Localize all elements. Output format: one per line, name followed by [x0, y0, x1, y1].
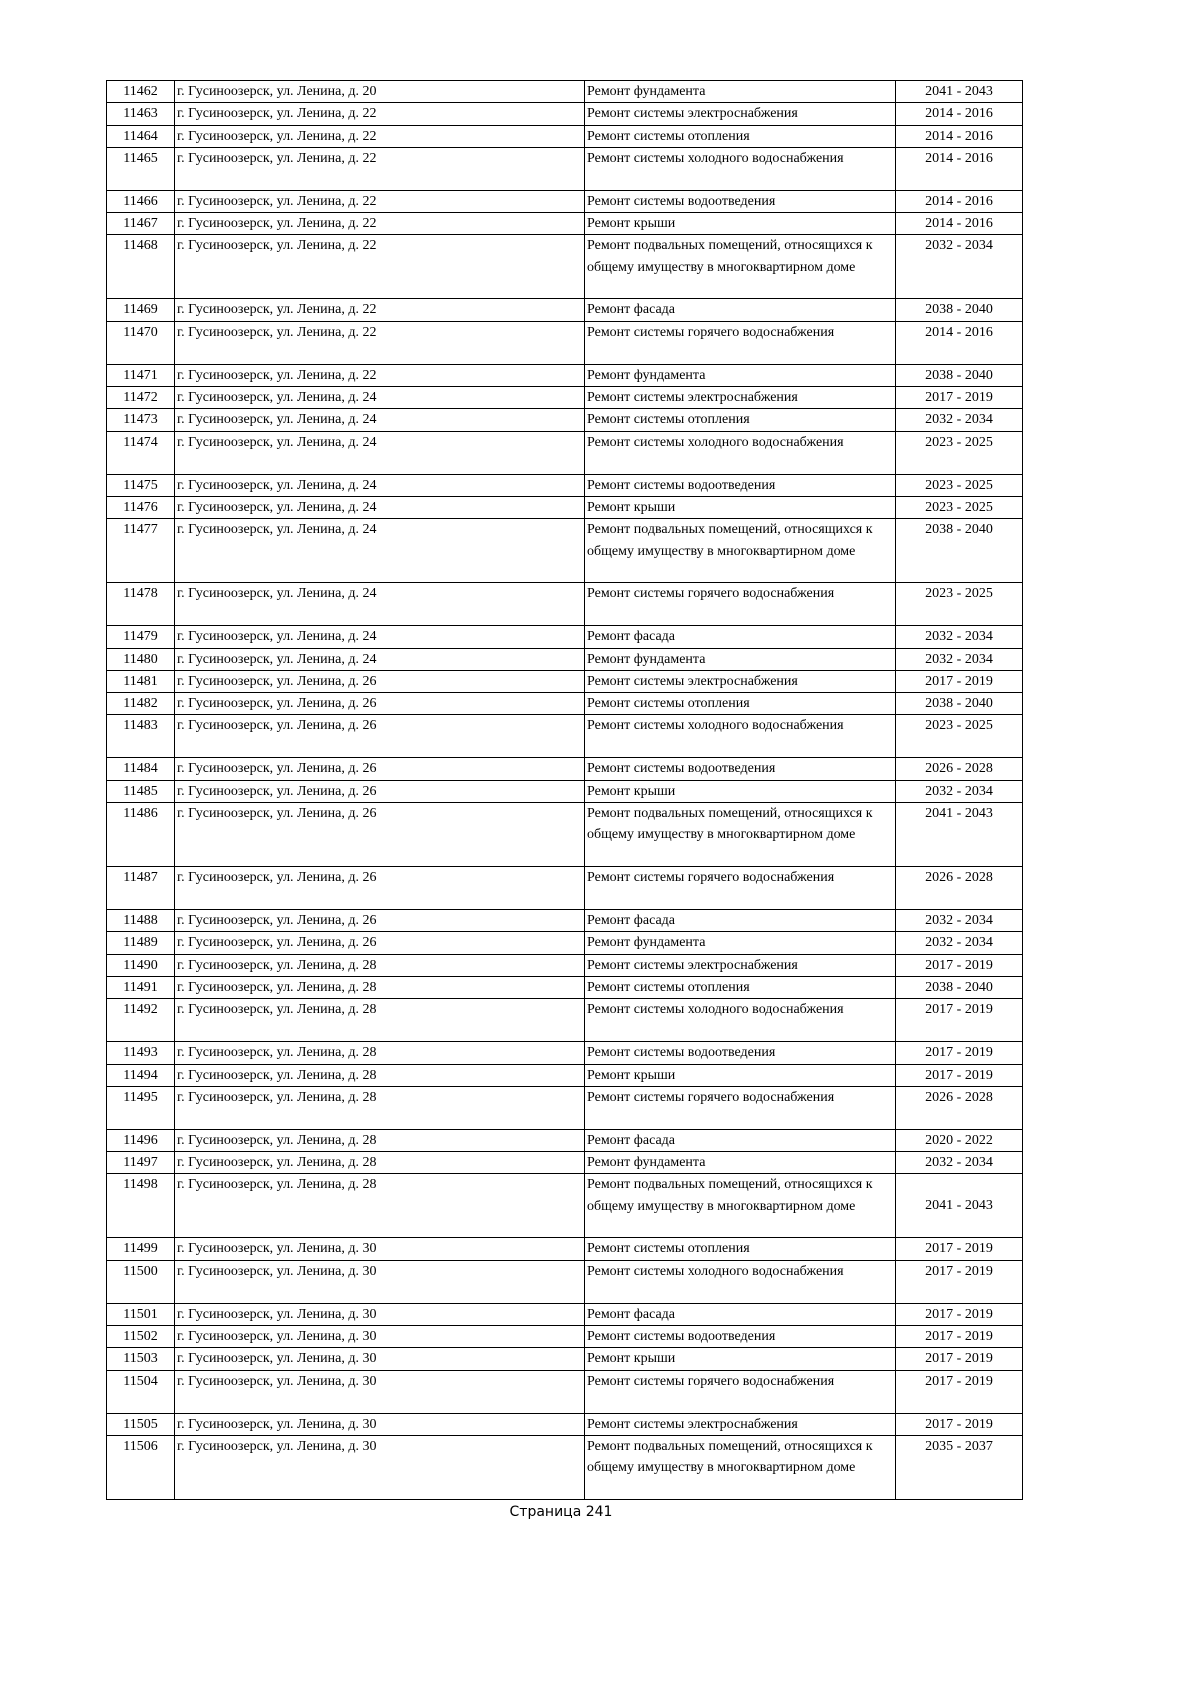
row-number: 11467 — [107, 213, 175, 235]
row-number: 11479 — [107, 626, 175, 648]
row-number: 11505 — [107, 1413, 175, 1435]
row-address: г. Гусиноозерск, ул. Ленина, д. 24 — [175, 626, 585, 648]
table-row — [107, 213, 1023, 235]
table-row — [107, 1086, 1023, 1129]
table-row — [107, 125, 1023, 147]
row-period: 2032 - 2034 — [896, 235, 1023, 299]
row-work-type: Ремонт подвальных помещений, относящихся к общему имуществу в многоквартирном доме — [585, 803, 896, 867]
table-row — [107, 190, 1023, 212]
table-row — [107, 409, 1023, 431]
table-row — [107, 999, 1023, 1042]
row-address: г. Гусиноозерск, ул. Ленина, д. 26 — [175, 780, 585, 802]
row-period: 2041 - 2043 — [896, 803, 1023, 867]
table-row — [107, 780, 1023, 802]
row-number: 11502 — [107, 1326, 175, 1348]
row-work-type: Ремонт фасада — [585, 910, 896, 932]
table-row — [107, 1348, 1023, 1370]
row-address: г. Гусиноозерск, ул. Ленина, д. 28 — [175, 1042, 585, 1064]
row-address: г. Гусиноозерск, ул. Ленина, д. 26 — [175, 693, 585, 715]
row-number: 11490 — [107, 954, 175, 976]
row-period: 2014 - 2016 — [896, 321, 1023, 364]
row-address: г. Гусиноозерск, ул. Ленина, д. 24 — [175, 409, 585, 431]
row-address: г. Гусиноозерск, ул. Ленина, д. 30 — [175, 1326, 585, 1348]
row-number: 11466 — [107, 190, 175, 212]
repair-schedule-sheet — [106, 80, 1023, 1500]
row-period: 2038 - 2040 — [896, 693, 1023, 715]
row-period: 2023 - 2025 — [896, 431, 1023, 474]
row-work-type: Ремонт фундамента — [585, 1152, 896, 1174]
row-period: 2035 - 2037 — [896, 1435, 1023, 1499]
row-period: 2023 - 2025 — [896, 474, 1023, 496]
row-work-type: Ремонт подвальных помещений, относящихся к общему имуществу в многоквартирном доме — [585, 1435, 896, 1499]
row-address: г. Гусиноозерск, ул. Ленина, д. 26 — [175, 758, 585, 780]
row-work-type: Ремонт фундамента — [585, 648, 896, 670]
row-period: 2038 - 2040 — [896, 299, 1023, 321]
row-work-type: Ремонт системы отопления — [585, 125, 896, 147]
row-address: г. Гусиноозерск, ул. Ленина, д. 30 — [175, 1435, 585, 1499]
row-address: г. Гусиноозерск, ул. Ленина, д. 24 — [175, 474, 585, 496]
row-number: 11487 — [107, 867, 175, 910]
table-row — [107, 976, 1023, 998]
row-period: 2014 - 2016 — [896, 213, 1023, 235]
row-work-type: Ремонт системы электроснабжения — [585, 103, 896, 125]
row-period: 2026 - 2028 — [896, 758, 1023, 780]
row-address: г. Гусиноозерск, ул. Ленина, д. 28 — [175, 976, 585, 998]
row-number: 11482 — [107, 693, 175, 715]
row-address: г. Гусиноозерск, ул. Ленина, д. 24 — [175, 496, 585, 518]
row-address: г. Гусиноозерск, ул. Ленина, д. 22 — [175, 125, 585, 147]
row-address: г. Гусиноозерск, ул. Ленина, д. 28 — [175, 999, 585, 1042]
row-number: 11480 — [107, 648, 175, 670]
row-work-type: Ремонт фундамента — [585, 364, 896, 386]
row-work-type: Ремонт системы холодного водоснабжения — [585, 1260, 896, 1303]
row-work-type: Ремонт крыши — [585, 780, 896, 802]
row-work-type: Ремонт подвальных помещений, относящихся к общему имуществу в многоквартирном доме — [585, 235, 896, 299]
table-row — [107, 693, 1023, 715]
table-row — [107, 626, 1023, 648]
row-period: 2041 - 2043 — [896, 1174, 1023, 1238]
row-address: г. Гусиноозерск, ул. Ленина, д. 26 — [175, 670, 585, 692]
row-work-type: Ремонт фасада — [585, 1303, 896, 1325]
row-work-type: Ремонт системы отопления — [585, 409, 896, 431]
table-body — [107, 81, 1023, 1500]
table-row — [107, 715, 1023, 758]
row-number: 11471 — [107, 364, 175, 386]
row-period: 2041 - 2043 — [896, 81, 1023, 103]
table-row — [107, 1129, 1023, 1151]
table-row — [107, 1152, 1023, 1174]
row-address: г. Гусиноозерск, ул. Ленина, д. 24 — [175, 648, 585, 670]
row-address: г. Гусиноозерск, ул. Ленина, д. 30 — [175, 1413, 585, 1435]
row-period: 2038 - 2040 — [896, 976, 1023, 998]
table-row — [107, 1303, 1023, 1325]
row-address: г. Гусиноозерск, ул. Ленина, д. 22 — [175, 299, 585, 321]
row-period: 2038 - 2040 — [896, 519, 1023, 583]
table-row — [107, 1260, 1023, 1303]
row-work-type: Ремонт системы электроснабжения — [585, 954, 896, 976]
row-address: г. Гусиноозерск, ул. Ленина, д. 22 — [175, 103, 585, 125]
row-work-type: Ремонт крыши — [585, 213, 896, 235]
row-address: г. Гусиноозерск, ул. Ленина, д. 30 — [175, 1348, 585, 1370]
row-address: г. Гусиноозерск, ул. Ленина, д. 28 — [175, 1174, 585, 1238]
row-address: г. Гусиноозерск, ул. Ленина, д. 28 — [175, 1086, 585, 1129]
row-period: 2023 - 2025 — [896, 715, 1023, 758]
row-number: 11477 — [107, 519, 175, 583]
row-number: 11506 — [107, 1435, 175, 1499]
table-row — [107, 147, 1023, 190]
table-row — [107, 954, 1023, 976]
row-address: г. Гусиноозерск, ул. Ленина, д. 24 — [175, 583, 585, 626]
row-address: г. Гусиноозерск, ул. Ленина, д. 22 — [175, 235, 585, 299]
row-period: 2017 - 2019 — [896, 1413, 1023, 1435]
table-row — [107, 235, 1023, 299]
table-row — [107, 496, 1023, 518]
row-work-type: Ремонт системы водоотведения — [585, 474, 896, 496]
row-work-type: Ремонт системы горячего водоснабжения — [585, 1086, 896, 1129]
row-period: 2026 - 2028 — [896, 867, 1023, 910]
table-row — [107, 474, 1023, 496]
row-period: 2032 - 2034 — [896, 780, 1023, 802]
row-number: 11500 — [107, 1260, 175, 1303]
row-period: 2032 - 2034 — [896, 648, 1023, 670]
row-number: 11497 — [107, 1152, 175, 1174]
row-number: 11472 — [107, 387, 175, 409]
row-address: г. Гусиноозерск, ул. Ленина, д. 26 — [175, 715, 585, 758]
row-number: 11463 — [107, 103, 175, 125]
row-period: 2017 - 2019 — [896, 954, 1023, 976]
row-period: 2017 - 2019 — [896, 999, 1023, 1042]
table-row — [107, 103, 1023, 125]
row-period: 2017 - 2019 — [896, 1064, 1023, 1086]
row-work-type: Ремонт системы электроснабжения — [585, 1413, 896, 1435]
row-address: г. Гусиноозерск, ул. Ленина, д. 26 — [175, 910, 585, 932]
row-address: г. Гусиноозерск, ул. Ленина, д. 24 — [175, 519, 585, 583]
row-period: 2017 - 2019 — [896, 1238, 1023, 1260]
row-work-type: Ремонт системы горячего водоснабжения — [585, 867, 896, 910]
page-number: Страница 241 — [509, 1504, 613, 1520]
row-number: 11493 — [107, 1042, 175, 1064]
row-number: 11496 — [107, 1129, 175, 1151]
row-period: 2026 - 2028 — [896, 1086, 1023, 1129]
table-row — [107, 519, 1023, 583]
row-work-type: Ремонт крыши — [585, 1064, 896, 1086]
row-period: 2032 - 2034 — [896, 932, 1023, 954]
row-work-type: Ремонт системы холодного водоснабжения — [585, 431, 896, 474]
row-address: г. Гусиноозерск, ул. Ленина, д. 22 — [175, 213, 585, 235]
row-number: 11503 — [107, 1348, 175, 1370]
row-number: 11476 — [107, 496, 175, 518]
row-work-type: Ремонт крыши — [585, 1348, 896, 1370]
row-address: г. Гусиноозерск, ул. Ленина, д. 24 — [175, 387, 585, 409]
row-work-type: Ремонт системы водоотведения — [585, 758, 896, 780]
row-number: 11504 — [107, 1370, 175, 1413]
row-number: 11481 — [107, 670, 175, 692]
row-number: 11465 — [107, 147, 175, 190]
row-period: 2017 - 2019 — [896, 1348, 1023, 1370]
table-row — [107, 910, 1023, 932]
row-work-type: Ремонт системы водоотведения — [585, 1326, 896, 1348]
row-number: 11489 — [107, 932, 175, 954]
row-work-type: Ремонт системы холодного водоснабжения — [585, 999, 896, 1042]
row-number: 11501 — [107, 1303, 175, 1325]
row-work-type: Ремонт фасада — [585, 1129, 896, 1151]
row-period: 2038 - 2040 — [896, 364, 1023, 386]
table-row — [107, 387, 1023, 409]
table-row — [107, 867, 1023, 910]
row-address: г. Гусиноозерск, ул. Ленина, д. 26 — [175, 867, 585, 910]
table-row — [107, 431, 1023, 474]
row-number: 11468 — [107, 235, 175, 299]
row-period: 2017 - 2019 — [896, 1326, 1023, 1348]
table-row — [107, 299, 1023, 321]
row-work-type: Ремонт системы горячего водоснабжения — [585, 583, 896, 626]
row-period: 2017 - 2019 — [896, 1370, 1023, 1413]
row-number: 11473 — [107, 409, 175, 431]
table-row — [107, 758, 1023, 780]
row-work-type: Ремонт системы электроснабжения — [585, 387, 896, 409]
row-number: 11469 — [107, 299, 175, 321]
row-period: 2014 - 2016 — [896, 147, 1023, 190]
row-address: г. Гусиноозерск, ул. Ленина, д. 22 — [175, 364, 585, 386]
row-period: 2032 - 2034 — [896, 626, 1023, 648]
row-number: 11475 — [107, 474, 175, 496]
table-row — [107, 1370, 1023, 1413]
row-work-type: Ремонт фасада — [585, 299, 896, 321]
row-address: г. Гусиноозерск, ул. Ленина, д. 22 — [175, 147, 585, 190]
row-address: г. Гусиноозерск, ул. Ленина, д. 30 — [175, 1260, 585, 1303]
table-row — [107, 81, 1023, 103]
row-number: 11495 — [107, 1086, 175, 1129]
row-work-type: Ремонт системы холодного водоснабжения — [585, 147, 896, 190]
table-row — [107, 803, 1023, 867]
row-address: г. Гусиноозерск, ул. Ленина, д. 28 — [175, 1129, 585, 1151]
row-number: 11491 — [107, 976, 175, 998]
row-address: г. Гусиноозерск, ул. Ленина, д. 30 — [175, 1303, 585, 1325]
row-address: г. Гусиноозерск, ул. Ленина, д. 26 — [175, 803, 585, 867]
row-work-type: Ремонт системы электроснабжения — [585, 670, 896, 692]
table-row — [107, 1435, 1023, 1499]
table-row — [107, 1413, 1023, 1435]
row-period: 2032 - 2034 — [896, 910, 1023, 932]
row-number: 11484 — [107, 758, 175, 780]
table-row — [107, 670, 1023, 692]
row-work-type: Ремонт фундамента — [585, 81, 896, 103]
table-row — [107, 932, 1023, 954]
row-period: 2017 - 2019 — [896, 387, 1023, 409]
row-work-type: Ремонт фундамента — [585, 932, 896, 954]
table-row — [107, 1042, 1023, 1064]
row-period: 2017 - 2019 — [896, 1260, 1023, 1303]
row-period: 2032 - 2034 — [896, 1152, 1023, 1174]
table-row — [107, 583, 1023, 626]
row-work-type: Ремонт подвальных помещений, относящихся к общему имуществу в многоквартирном доме — [585, 519, 896, 583]
row-number: 11474 — [107, 431, 175, 474]
row-period: 2017 - 2019 — [896, 1303, 1023, 1325]
row-work-type: Ремонт системы отопления — [585, 693, 896, 715]
repair-schedule-table — [106, 80, 1023, 1500]
row-address: г. Гусиноозерск, ул. Ленина, д. 30 — [175, 1370, 585, 1413]
row-period: 2017 - 2019 — [896, 1042, 1023, 1064]
row-number: 11498 — [107, 1174, 175, 1238]
row-number: 11486 — [107, 803, 175, 867]
row-work-type: Ремонт системы водоотведения — [585, 1042, 896, 1064]
row-work-type: Ремонт системы холодного водоснабжения — [585, 715, 896, 758]
row-work-type: Ремонт системы водоотведения — [585, 190, 896, 212]
row-work-type: Ремонт крыши — [585, 496, 896, 518]
table-row — [107, 321, 1023, 364]
row-number: 11478 — [107, 583, 175, 626]
row-address: г. Гусиноозерск, ул. Ленина, д. 26 — [175, 932, 585, 954]
row-number: 11483 — [107, 715, 175, 758]
row-number: 11499 — [107, 1238, 175, 1260]
row-work-type: Ремонт системы отопления — [585, 976, 896, 998]
table-row — [107, 648, 1023, 670]
row-address: г. Гусиноозерск, ул. Ленина, д. 28 — [175, 954, 585, 976]
row-period: 2014 - 2016 — [896, 125, 1023, 147]
row-work-type: Ремонт подвальных помещений, относящихся к общему имуществу в многоквартирном доме — [585, 1174, 896, 1238]
row-period: 2023 - 2025 — [896, 496, 1023, 518]
row-work-type: Ремонт системы горячего водоснабжения — [585, 321, 896, 364]
row-period: 2023 - 2025 — [896, 583, 1023, 626]
row-address: г. Гусиноозерск, ул. Ленина, д. 30 — [175, 1238, 585, 1260]
row-address: г. Гусиноозерск, ул. Ленина, д. 20 — [175, 81, 585, 103]
row-number: 11494 — [107, 1064, 175, 1086]
table-row — [107, 1064, 1023, 1086]
row-address: г. Гусиноозерск, ул. Ленина, д. 22 — [175, 190, 585, 212]
row-number: 11488 — [107, 910, 175, 932]
row-number: 11462 — [107, 81, 175, 103]
row-period: 2017 - 2019 — [896, 670, 1023, 692]
row-address: г. Гусиноозерск, ул. Ленина, д. 24 — [175, 431, 585, 474]
table-row — [107, 1174, 1023, 1238]
row-number: 11485 — [107, 780, 175, 802]
row-period: 2032 - 2034 — [896, 409, 1023, 431]
row-work-type: Ремонт системы отопления — [585, 1238, 896, 1260]
row-work-type: Ремонт фасада — [585, 626, 896, 648]
row-address: г. Гусиноозерск, ул. Ленина, д. 28 — [175, 1064, 585, 1086]
row-period: 2020 - 2022 — [896, 1129, 1023, 1151]
row-address: г. Гусиноозерск, ул. Ленина, д. 22 — [175, 321, 585, 364]
row-work-type: Ремонт системы горячего водоснабжения — [585, 1370, 896, 1413]
row-number: 11470 — [107, 321, 175, 364]
row-period: 2014 - 2016 — [896, 190, 1023, 212]
row-address: г. Гусиноозерск, ул. Ленина, д. 28 — [175, 1152, 585, 1174]
table-row — [107, 364, 1023, 386]
row-number: 11492 — [107, 999, 175, 1042]
row-period: 2014 - 2016 — [896, 103, 1023, 125]
table-row — [107, 1326, 1023, 1348]
table-row — [107, 1238, 1023, 1260]
row-number: 11464 — [107, 125, 175, 147]
